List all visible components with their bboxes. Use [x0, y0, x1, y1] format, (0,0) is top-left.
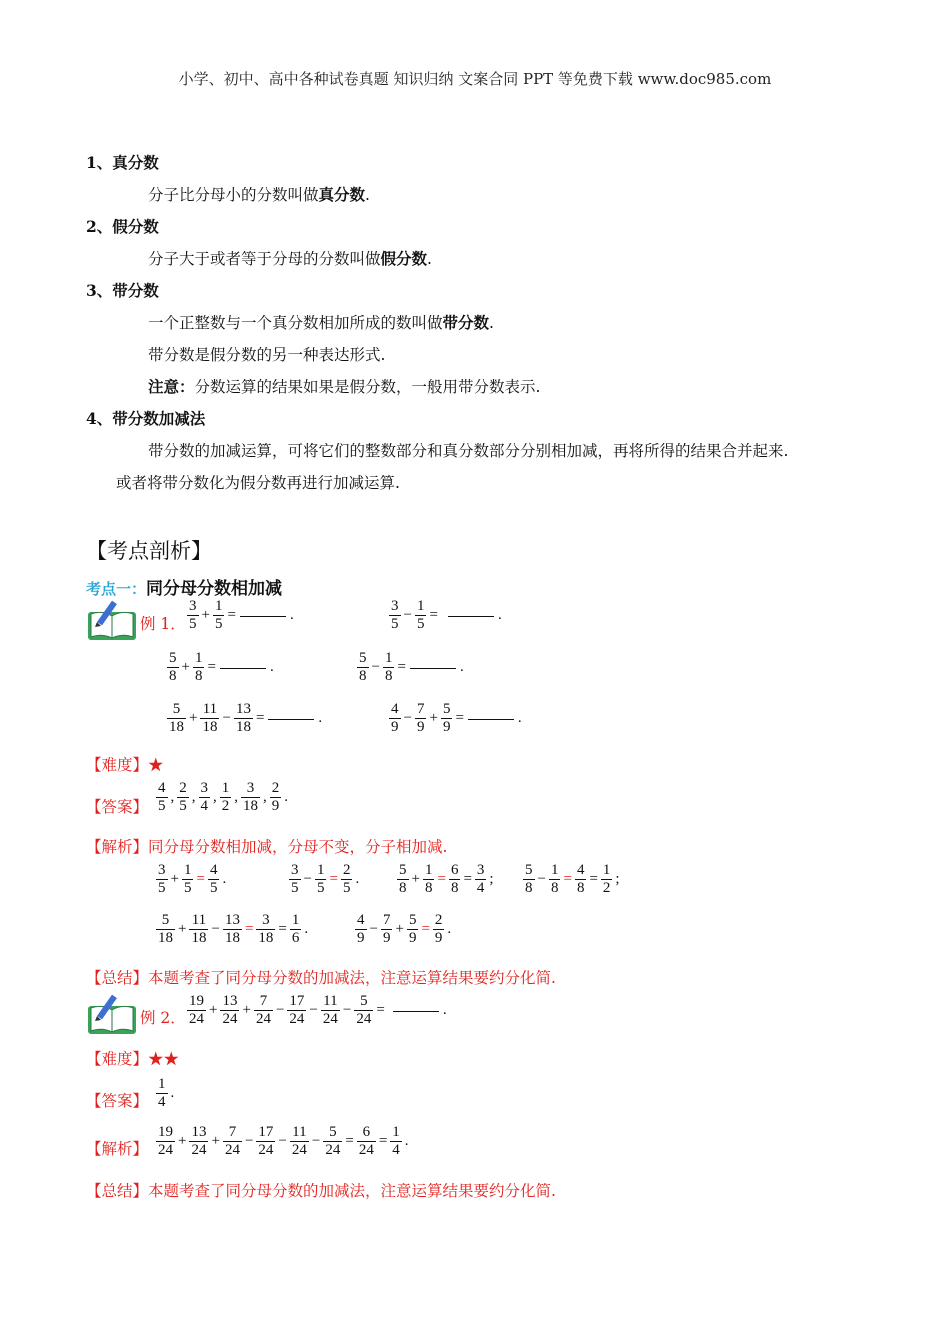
section-3-text-2: 带分数是假分数的另一种表达形式. — [148, 346, 386, 364]
ex2-answer-label: 【答案】 — [86, 1092, 149, 1110]
ex1-problem-3: 5 8 + $\frac{1}{8}$ = . — [169, 650, 274, 684]
section-4-text-2: 或者将带分数化为假分数再进行加减运算. — [116, 474, 400, 492]
ex1-analysis-3: 5 8 + $\frac{1}{8}$ = $\frac{6}{8}$ = $\frac{3}{4}$ ; — [399, 862, 494, 896]
ex2-analysis-label: 【解析】 — [86, 1140, 149, 1158]
ex1-problem-2: 3 5 − $\frac{1}{5}$ = . — [391, 598, 502, 632]
ex1-answer: 4 5 , 2 5 , 3 4 , 1 2 , 3 18 , 2 9 . — [158, 780, 288, 814]
ex1-analysis: 【解析】同分母分数相加减，分母不变，分子相加减. — [86, 838, 448, 856]
ex1-analysis-5: 5 18 + $\frac{11}{18}$ − $\frac{13}{18}$ = $\frac{3}{18}$ = $\frac{1}{6}$ . — [158, 912, 309, 946]
example-2-label: 例 2． — [140, 1009, 186, 1027]
ex1-answer-label: 【答案】 — [86, 798, 149, 816]
ex2-answer: 1 4 . — [158, 1076, 175, 1110]
ex1-analysis-2: 3 5 − $\frac{1}{5}$ = $\frac{2}{5}$ . — [291, 862, 360, 896]
section-1-text: 分子比分母小的分数叫做真分数. — [148, 185, 370, 204]
section-3-note: 注意：分数运算的结果如果是假分数，一般用带分数表示. — [148, 377, 541, 396]
ex1-problem-4: 5 8 − $\frac{1}{8}$ = . — [359, 650, 464, 684]
section-3-title: 3、带分数 — [86, 281, 159, 300]
section-4-text-1: 带分数的加减运算，可将它们的整数部分和真分数部分分别相加减，再将所得的结果合并起来. — [148, 442, 789, 460]
ex2-difficulty: 【难度】★★ — [86, 1050, 180, 1068]
page-header: 小学、初中、高中各种试卷真题 知识归纳 文案合同 PPT 等免费下载 www.doc985.com — [178, 70, 772, 88]
kaodian-heading: 【考点剖析】 — [86, 539, 212, 563]
book-pencil-icon — [86, 600, 138, 642]
ex1-analysis-1: 3 5 + $\frac{1}{5}$ = $\frac{4}{5}$ . — [158, 862, 227, 896]
ex2-analysis: 19 24 + $\frac{13}{24}$ + $\frac{7}{24}$ − $\frac{17}{24}$ − $\frac{11}{24}$ − $\frac{5}{24}$ = $\frac{6}{24}$ = $\frac{1}{4}$ . — [158, 1124, 409, 1158]
book-pencil-icon — [86, 994, 138, 1036]
section-4-title: 4、带分数加减法 — [86, 409, 206, 428]
ex1-problem-6: 4 9 − $\frac{7}{9}$ + $\frac{5}{9}$ = . — [391, 701, 522, 735]
example-1-label: 例 1． — [140, 615, 186, 633]
section-3-text-1: 一个正整数与一个真分数相加所成的数叫做带分数. — [148, 313, 494, 332]
ex1-problem-5: 5 18 + $\frac{11}{18}$ − $\frac{13}{18}$ = . — [169, 701, 323, 735]
kaodian-1-heading: 考点一：同分母分数相加减 — [86, 579, 283, 599]
ex1-analysis-4: 5 8 − $\frac{1}{8}$ = $\frac{4}{8}$ = $\frac{1}{2}$ ; — [525, 862, 620, 896]
section-2-title: 2、假分数 — [86, 217, 159, 236]
section-2-text: 分子大于或者等于分母的分数叫做假分数. — [148, 249, 432, 268]
ex1-summary: 【总结】本题考查了同分母分数的加减法，注意运算结果要约分化简. — [86, 969, 556, 987]
ex1-analysis-6: 4 9 − $\frac{7}{9}$ + $\frac{5}{9}$ = $\frac{2}{9}$ . — [357, 912, 452, 946]
section-1-title: 1、真分数 — [86, 153, 159, 172]
ex1-problem-1: 3 5 + $\frac{1}{5}$ = . — [189, 598, 294, 632]
ex2-problem: 19 24 + $\frac{13}{24}$ + $\frac{7}{24}$ − $\frac{17}{24}$ − $\frac{11}{24}$ − $\frac{5}{24}$ = . — [189, 993, 447, 1027]
ex2-summary: 【总结】本题考查了同分母分数的加减法，注意运算结果要约分化简. — [86, 1182, 556, 1200]
ex1-difficulty: 【难度】★ — [86, 756, 164, 774]
